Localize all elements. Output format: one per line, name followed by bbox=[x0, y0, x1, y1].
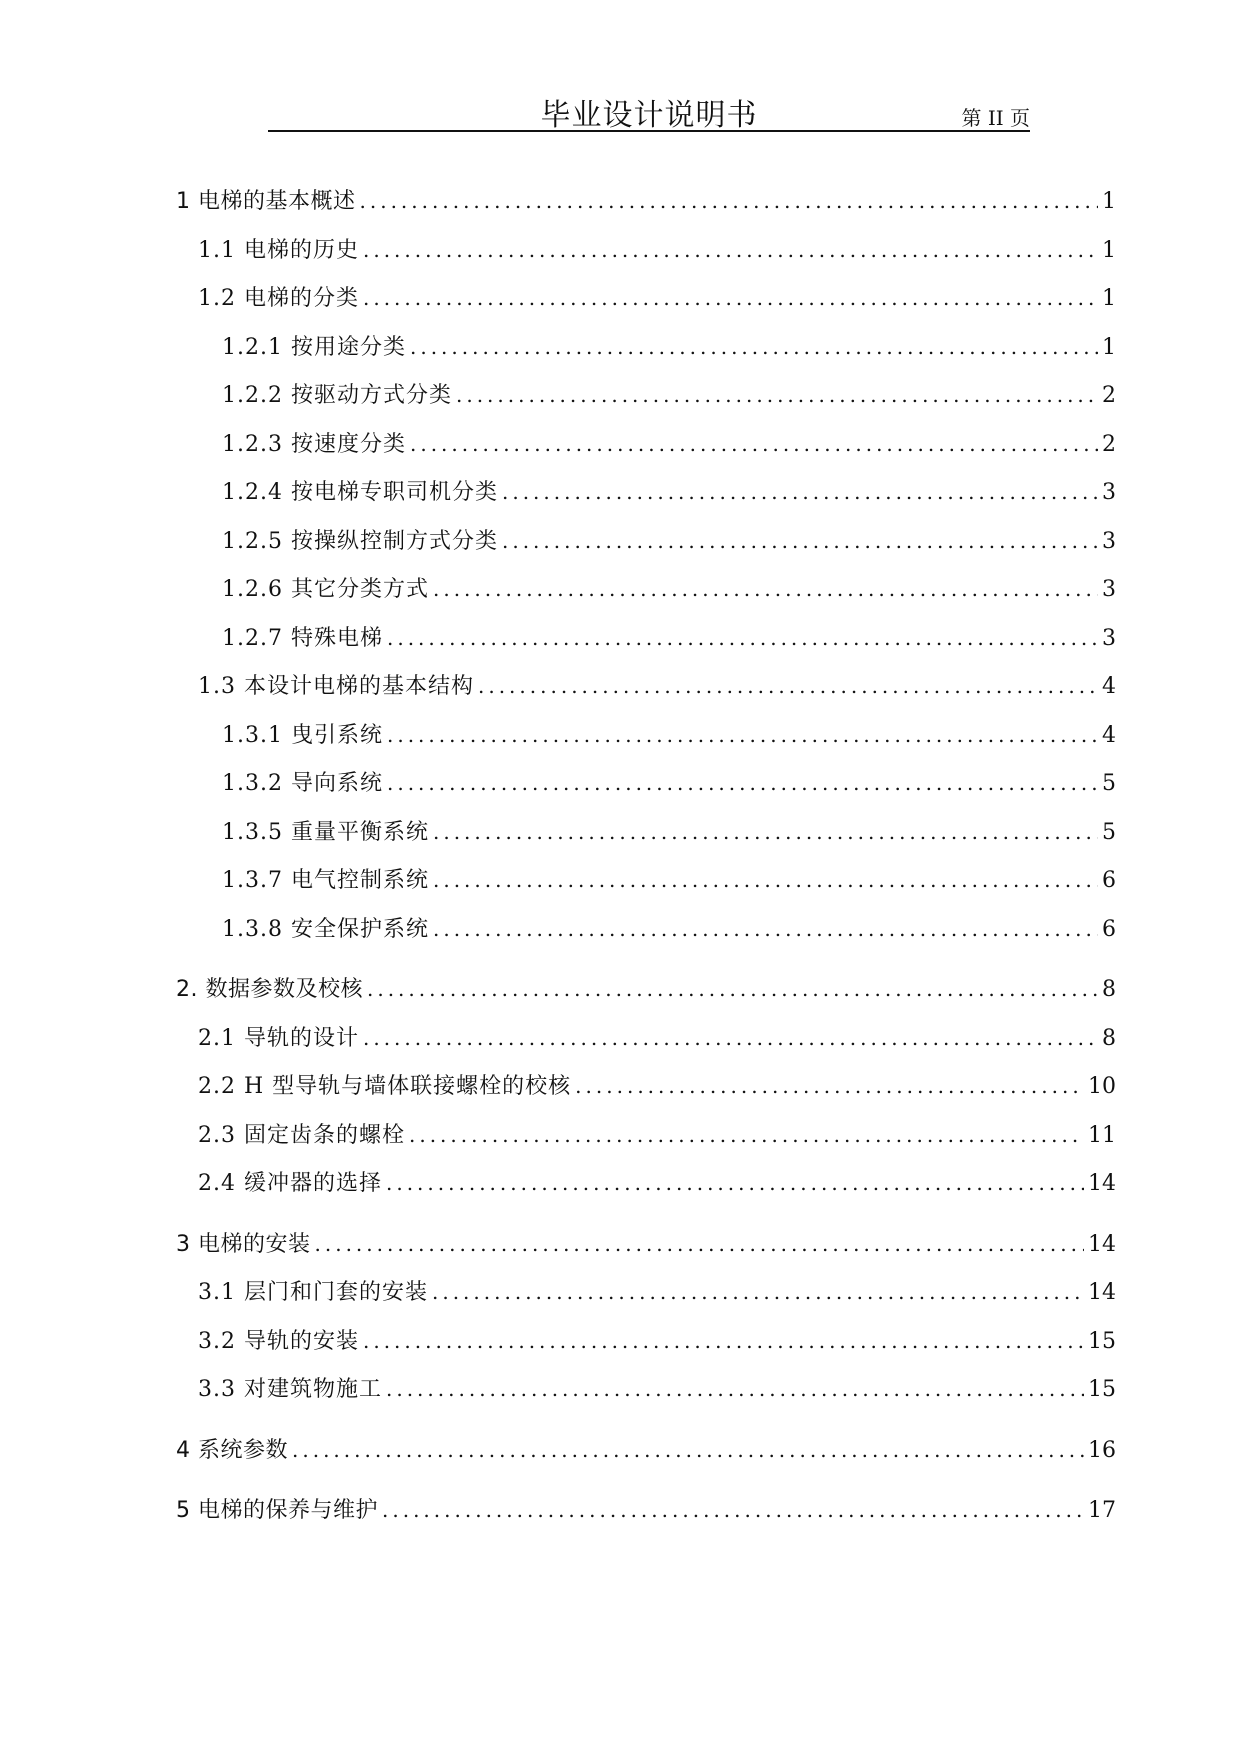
toc-entry[interactable] bbox=[176, 226, 1116, 275]
toc-entry-page: 1 bbox=[1102, 237, 1116, 263]
dot-leader bbox=[433, 856, 1098, 905]
page-number: 第 II 页 bbox=[961, 106, 1030, 130]
toc-entry-title: 5 电梯的保养与维护 bbox=[176, 1498, 378, 1523]
dot-leader bbox=[363, 274, 1098, 323]
toc-entry-title: 3.3 对建筑物施工 bbox=[198, 1377, 382, 1402]
toc-entry[interactable] bbox=[176, 965, 1116, 1014]
dot-leader bbox=[292, 1426, 1084, 1475]
dot-leader bbox=[363, 226, 1098, 275]
table-of-contents bbox=[176, 177, 1116, 1535]
toc-entry[interactable] bbox=[176, 1014, 1116, 1063]
toc-entry[interactable] bbox=[176, 1111, 1116, 1160]
toc-entry-page: 14 bbox=[1088, 1280, 1116, 1305]
toc-entry-title: 1.3.2 导向系统 bbox=[222, 771, 383, 796]
toc-entry-page: 11 bbox=[1088, 1122, 1116, 1148]
toc-entry-page: 1 bbox=[1102, 286, 1116, 311]
toc-entry-title: 2. 数据参数及校核 bbox=[176, 977, 363, 1002]
toc-entry[interactable] bbox=[176, 274, 1116, 323]
dot-leader bbox=[409, 1111, 1084, 1160]
toc-entry-page: 8 bbox=[1102, 977, 1116, 1002]
dot-leader bbox=[387, 759, 1098, 808]
toc-entry-title: 1.3.5 重量平衡系统 bbox=[222, 819, 429, 845]
toc-entry[interactable] bbox=[176, 565, 1116, 614]
toc-entry[interactable] bbox=[176, 1220, 1116, 1269]
toc-entry-page: 2 bbox=[1102, 383, 1116, 408]
toc-entry-title: 2.3 固定齿条的螺栓 bbox=[198, 1122, 405, 1148]
toc-entry-page: 3 bbox=[1102, 480, 1116, 505]
toc-entry[interactable] bbox=[176, 468, 1116, 517]
dot-leader bbox=[575, 1062, 1084, 1111]
dot-leader bbox=[433, 808, 1098, 857]
toc-entry-title: 1.3.7 电气控制系统 bbox=[222, 868, 429, 893]
toc-entry-page: 16 bbox=[1088, 1437, 1116, 1463]
dot-leader bbox=[432, 1268, 1084, 1317]
toc-entry-page: 4 bbox=[1102, 722, 1116, 748]
toc-entry[interactable] bbox=[176, 1062, 1116, 1111]
toc-entry-page: 6 bbox=[1102, 868, 1116, 893]
dot-leader bbox=[382, 1486, 1084, 1535]
toc-entry-page: 1 bbox=[1102, 189, 1116, 214]
dot-leader bbox=[410, 323, 1098, 372]
toc-entry-title: 1.2.1 按用途分类 bbox=[222, 334, 406, 360]
toc-entry-page: 15 bbox=[1088, 1328, 1116, 1354]
toc-entry-page: 15 bbox=[1088, 1377, 1116, 1402]
toc-entry[interactable] bbox=[176, 662, 1116, 711]
toc-entry-title: 3.2 导轨的安装 bbox=[198, 1328, 359, 1354]
toc-entry[interactable] bbox=[176, 1426, 1116, 1475]
toc-entry-title: 1.1 电梯的历史 bbox=[198, 237, 359, 263]
dot-leader bbox=[502, 517, 1098, 566]
toc-entry-title: 2.1 导轨的设计 bbox=[198, 1025, 359, 1051]
toc-entry-title: 3 电梯的安装 bbox=[176, 1231, 311, 1257]
dot-leader bbox=[478, 662, 1098, 711]
page-header bbox=[268, 86, 1030, 132]
toc-entry[interactable] bbox=[176, 420, 1116, 469]
toc-entry-title: 1.2 电梯的分类 bbox=[198, 286, 359, 311]
toc-entry[interactable] bbox=[176, 1317, 1116, 1366]
toc-entry-title: 1.2.6 其它分类方式 bbox=[222, 577, 429, 602]
toc-entry-title: 1.2.2 按驱动方式分类 bbox=[222, 383, 452, 408]
toc-entry-page: 3 bbox=[1102, 528, 1116, 554]
dot-leader bbox=[387, 614, 1098, 663]
toc-entry-title: 2.4 缓冲器的选择 bbox=[198, 1171, 382, 1196]
dot-leader bbox=[315, 1220, 1085, 1269]
toc-entry[interactable] bbox=[176, 177, 1116, 226]
toc-entry-title: 1.3.1 曳引系统 bbox=[222, 722, 383, 748]
toc-entry-page: 10 bbox=[1088, 1074, 1116, 1099]
toc-entry-page: 14 bbox=[1088, 1231, 1116, 1257]
toc-entry-title: 1.2.7 特殊电梯 bbox=[222, 625, 383, 651]
toc-entry[interactable] bbox=[176, 517, 1116, 566]
toc-entry[interactable] bbox=[176, 614, 1116, 663]
dot-leader bbox=[456, 371, 1098, 420]
toc-entry-title: 1.2.5 按操纵控制方式分类 bbox=[222, 528, 498, 554]
toc-entry-title: 1 电梯的基本概述 bbox=[176, 189, 356, 214]
toc-entry[interactable] bbox=[176, 1159, 1116, 1208]
toc-entry-title: 1.3 本设计电梯的基本结构 bbox=[198, 674, 474, 699]
dot-leader bbox=[387, 711, 1098, 760]
toc-entry-page: 5 bbox=[1102, 771, 1116, 796]
toc-entry-title: 4 系统参数 bbox=[176, 1437, 288, 1463]
toc-entry[interactable] bbox=[176, 856, 1116, 905]
toc-entry-page: 14 bbox=[1088, 1171, 1116, 1196]
toc-entry[interactable] bbox=[176, 1365, 1116, 1414]
document-title: 毕业设计说明书 bbox=[540, 98, 758, 133]
toc-entry-page: 6 bbox=[1102, 916, 1116, 942]
toc-entry-title: 1.2.4 按电梯专职司机分类 bbox=[222, 480, 498, 505]
dot-leader bbox=[363, 1014, 1098, 1063]
toc-entry-title: 2.2 H 型导轨与墙体联接螺栓的校核 bbox=[198, 1074, 572, 1099]
toc-entry-page: 3 bbox=[1102, 625, 1116, 651]
dot-leader bbox=[363, 1317, 1084, 1366]
dot-leader bbox=[433, 905, 1098, 954]
toc-entry-page: 2 bbox=[1102, 431, 1116, 457]
toc-entry[interactable] bbox=[176, 1486, 1116, 1535]
toc-entry[interactable] bbox=[176, 1268, 1116, 1317]
toc-entry-page: 4 bbox=[1102, 674, 1116, 699]
dot-leader bbox=[386, 1159, 1084, 1208]
toc-entry[interactable] bbox=[176, 905, 1116, 954]
dot-leader bbox=[367, 965, 1098, 1014]
dot-leader bbox=[433, 565, 1098, 614]
toc-entry[interactable] bbox=[176, 711, 1116, 760]
toc-entry[interactable] bbox=[176, 371, 1116, 420]
toc-entry-page: 1 bbox=[1102, 334, 1116, 360]
toc-entry-page: 8 bbox=[1102, 1025, 1116, 1051]
dot-leader bbox=[386, 1365, 1084, 1414]
toc-entry[interactable] bbox=[176, 759, 1116, 808]
dot-leader bbox=[360, 177, 1099, 226]
toc-entry-title: 1.2.3 按速度分类 bbox=[222, 431, 406, 457]
toc-entry-title: 3.1 层门和门套的安装 bbox=[198, 1280, 428, 1305]
toc-entry-page: 17 bbox=[1088, 1498, 1116, 1523]
toc-entry-page: 5 bbox=[1102, 819, 1116, 845]
dot-leader bbox=[410, 420, 1098, 469]
dot-leader bbox=[502, 468, 1098, 517]
toc-entry[interactable] bbox=[176, 808, 1116, 857]
toc-entry[interactable] bbox=[176, 323, 1116, 372]
toc-entry-page: 3 bbox=[1102, 577, 1116, 602]
toc-entry-title: 1.3.8 安全保护系统 bbox=[222, 916, 429, 942]
